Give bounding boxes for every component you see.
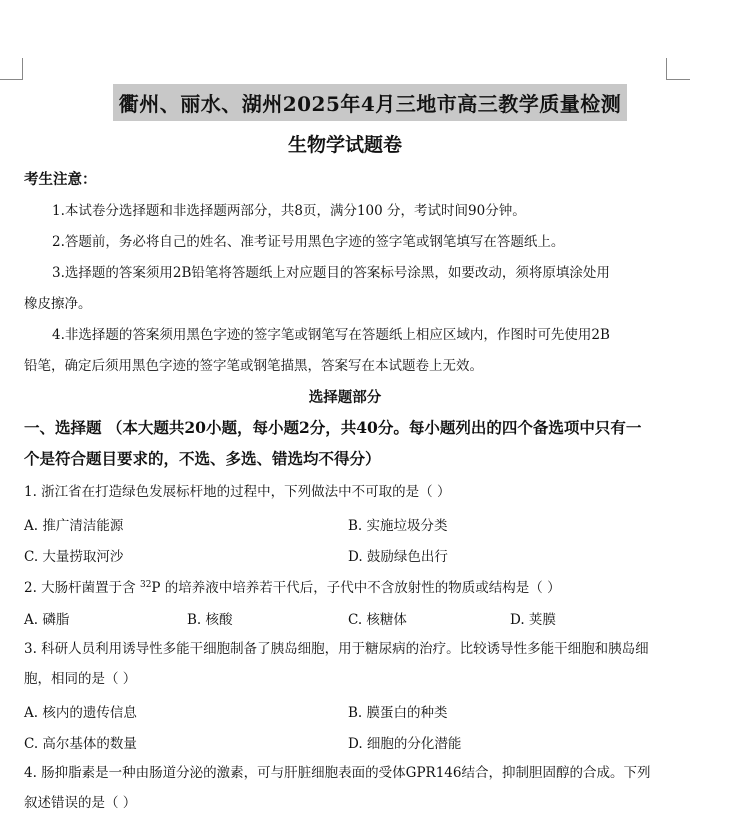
page-corner-mark <box>666 58 667 80</box>
question-1-stem: 1. 浙江省在打造绿色发展标杆地的过程中，下列做法中不可取的是（ ） <box>24 484 451 500</box>
notice-item-4: 4.非选择题的答案须用黑色字迹的签字笔或钢笔写在答题纸上相应区域内，作图时可先使用2B <box>52 327 610 343</box>
q2-option-d: D. 荚膜 <box>510 612 556 628</box>
page-subtitle: 生物学试题卷 <box>287 134 402 156</box>
page-corner-mark <box>22 58 23 80</box>
question-4-stem-line1: 4. 肠抑脂素是一种由肠道分泌的激素，可与肝脏细胞表面的受体GPR146结合，抑制胆固醇的合成。下列 <box>24 765 651 781</box>
q2-isotope-superscript: 32 <box>139 580 152 590</box>
question-4-stem-line2: 叙述错误的是（ ） <box>24 795 137 811</box>
q3-option-a: A. 核内的遗传信息 <box>24 705 137 721</box>
q2-stem-pre: 2. 大肠杆菌置于含 <box>24 580 140 596</box>
notice-heading: 考生注意： <box>24 171 97 188</box>
notice-item-2: 2.答题前，务必将自己的姓名、准考证号用黑色字迹的签字笔或钢笔填写在答题纸上。 <box>52 234 565 250</box>
q3-option-b: B. 膜蛋白的种类 <box>348 705 448 721</box>
section-heading-line1: 一、选择题 （本大题共20小题，每小题2分，共40分。每小题列出的四个备选项中只有一 <box>24 418 642 437</box>
q2-stem-post: P 的培养液中培养若干代后，子代中不含放射性的物质或结构是（ ） <box>151 580 561 596</box>
question-3-stem-line1: 3. 科研人员利用诱导性多能干细胞制备了胰岛细胞，用于糖尿病的治疗。比较诱导性多能干细胞和胰岛细 <box>24 641 649 657</box>
q3-option-d: D. 细胞的分化潜能 <box>348 736 462 752</box>
page-corner-mark <box>666 79 690 80</box>
q1-option-c: C. 大量捞取河沙 <box>24 549 124 565</box>
part-title: 选择题部分 <box>308 389 382 406</box>
page-title[interactable]: 衢州、丽水、湖州2025年4月三地市高三教学质量检测 <box>113 84 628 121</box>
section-heading-line2: 个是符合题目要求的，不选、多选、错选均不得分） <box>24 449 381 468</box>
question-2-stem <box>24 575 561 598</box>
q1-option-b: B. 实施垃圾分类 <box>348 518 448 534</box>
q3-option-c: C. 高尔基体的数量 <box>24 736 137 752</box>
q1-option-d: D. 鼓励绿色出行 <box>348 549 448 565</box>
q2-option-a: A. 磷脂 <box>24 612 70 628</box>
notice-item-3: 3.选择题的答案须用2B铅笔将答题纸上对应题目的答案标号涂黑，如要改动，须将原填涂处用 <box>52 265 610 281</box>
page-corner-mark <box>0 79 22 80</box>
notice-item-1: 1.本试卷分选择题和非选择题两部分，共8页，满分100 分，考试时间90分钟。 <box>52 203 526 219</box>
question-3-stem-line2: 胞，相同的是（ ） <box>24 671 137 687</box>
title-container <box>0 84 740 121</box>
notice-item-4-cont: 铅笔，确定后须用黑色字迹的签字笔或钢笔描黑，答案写在本试题卷上无效。 <box>24 358 483 374</box>
q2-option-c: C. 核糖体 <box>348 612 407 628</box>
notice-item-3-cont: 橡皮擦净。 <box>24 296 92 312</box>
q2-option-b: B. 核酸 <box>187 612 233 628</box>
q1-option-a: A. 推广清洁能源 <box>24 518 124 534</box>
